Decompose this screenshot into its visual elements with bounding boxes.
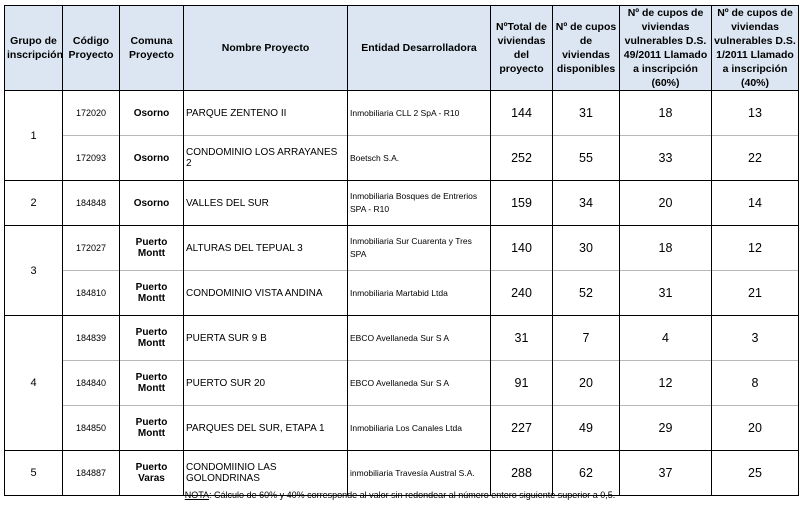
disponibles-cell: 31 — [553, 91, 620, 136]
table-body — [5, 91, 799, 496]
grupo-cell: 3 — [5, 226, 63, 316]
table-row — [5, 136, 799, 181]
disponibles-cell: 7 — [553, 316, 620, 361]
nombre-cell: PUERTA SUR 9 B — [184, 316, 348, 361]
comuna-cell: Osorno — [120, 91, 184, 136]
header-cupos60: Nº de cupos de viviendas vulnerables D.S. 49/2011 Llamado a inscripción (60%) — [620, 6, 712, 91]
codigo-cell: 184850 — [63, 406, 120, 451]
cupos60-cell: 18 — [620, 226, 712, 271]
table-row — [5, 451, 799, 496]
codigo-cell: 184810 — [63, 271, 120, 316]
codigo-cell: 184887 — [63, 451, 120, 496]
header-nombre: Nombre Proyecto — [184, 6, 348, 91]
entidad-cell: EBCO Avellaneda Sur S A — [348, 361, 491, 406]
entidad-cell: Inmobiliaria Bosques de Entrerios SPA - R10 — [348, 181, 491, 226]
total-cell: 227 — [491, 406, 553, 451]
codigo-cell: 184848 — [63, 181, 120, 226]
entidad-cell: Inmobiliaria Sur Cuarenta y Tres SPA — [348, 226, 491, 271]
cupos40-cell: 21 — [712, 271, 799, 316]
disponibles-cell: 30 — [553, 226, 620, 271]
nombre-cell: CONDOMINIO LOS ARRAYANES 2 — [184, 136, 348, 181]
codigo-cell: 172027 — [63, 226, 120, 271]
cupos60-cell: 37 — [620, 451, 712, 496]
grupo-cell: 4 — [5, 316, 63, 451]
disponibles-cell: 52 — [553, 271, 620, 316]
table-row — [5, 361, 799, 406]
disponibles-cell: 20 — [553, 361, 620, 406]
cupos40-cell: 3 — [712, 316, 799, 361]
projects-table — [4, 5, 799, 496]
header-total: NºTotal de viviendas del proyecto — [491, 6, 553, 91]
codigo-cell: 172093 — [63, 136, 120, 181]
comuna-cell: Puerto Varas — [120, 451, 184, 496]
codigo-cell: 184839 — [63, 316, 120, 361]
nombre-cell: ALTURAS DEL TEPUAL 3 — [184, 226, 348, 271]
table-row — [5, 226, 799, 271]
comuna-cell: Osorno — [120, 136, 184, 181]
entidad-cell: Boetsch S.A. — [348, 136, 491, 181]
cupos40-cell: 14 — [712, 181, 799, 226]
grupo-cell: 1 — [5, 91, 63, 181]
total-cell: 240 — [491, 271, 553, 316]
cupos40-cell: 12 — [712, 226, 799, 271]
header-codigo: Código Proyecto — [63, 6, 120, 91]
footnote — [0, 490, 800, 500]
header-grupo: Grupo de inscripción — [5, 6, 63, 91]
cupos40-cell: 13 — [712, 91, 799, 136]
total-cell: 140 — [491, 226, 553, 271]
nombre-cell: VALLES DEL SUR — [184, 181, 348, 226]
cupos60-cell: 33 — [620, 136, 712, 181]
grupo-cell: 2 — [5, 181, 63, 226]
entidad-cell: Inmobiliaria Martabid Ltda — [348, 271, 491, 316]
entidad-cell: inmobiliaria Travesía Austral S.A. — [348, 451, 491, 496]
header-disponibles: Nº de cupos de viviendas disponibles — [553, 6, 620, 91]
header-cupos40: Nº de cupos de viviendas vulnerables D.S. 1/2011 Llamado a inscripción (40%) — [712, 6, 799, 91]
cupos60-cell: 31 — [620, 271, 712, 316]
disponibles-cell: 49 — [553, 406, 620, 451]
footnote-text: : Cálculo de 60% y 40% corresponde al valor sin redondear al número entero siguiente superior a 0,5. — [209, 490, 616, 500]
total-cell: 159 — [491, 181, 553, 226]
cupos60-cell: 4 — [620, 316, 712, 361]
total-cell: 252 — [491, 136, 553, 181]
disponibles-cell: 55 — [553, 136, 620, 181]
comuna-cell: Puerto Montt — [120, 361, 184, 406]
grupo-cell: 5 — [5, 451, 63, 496]
cupos60-cell: 18 — [620, 91, 712, 136]
cupos40-cell: 25 — [712, 451, 799, 496]
table-row — [5, 271, 799, 316]
entidad-cell: EBCO Avellaneda Sur S A — [348, 316, 491, 361]
cupos60-cell: 29 — [620, 406, 712, 451]
nombre-cell: CONDOMINIO VISTA ANDINA — [184, 271, 348, 316]
comuna-cell: Osorno — [120, 181, 184, 226]
nombre-cell: PARQUES DEL SUR, ETAPA 1 — [184, 406, 348, 451]
total-cell: 31 — [491, 316, 553, 361]
cupos60-cell: 12 — [620, 361, 712, 406]
table-row — [5, 316, 799, 361]
entidad-cell: Inmobiliaria CLL 2 SpA - R10 — [348, 91, 491, 136]
nombre-cell: PARQUE ZENTENO II — [184, 91, 348, 136]
cupos40-cell: 22 — [712, 136, 799, 181]
cupos60-cell: 20 — [620, 181, 712, 226]
comuna-cell: Puerto Montt — [120, 271, 184, 316]
total-cell: 288 — [491, 451, 553, 496]
cupos40-cell: 8 — [712, 361, 799, 406]
comuna-cell: Puerto Montt — [120, 406, 184, 451]
cupos40-cell: 20 — [712, 406, 799, 451]
entidad-cell: Inmobiliaria Los Canales Ltda — [348, 406, 491, 451]
header-comuna: Comuna Proyecto — [120, 6, 184, 91]
codigo-cell: 172020 — [63, 91, 120, 136]
table-row — [5, 406, 799, 451]
nombre-cell: CONDOMIINIO LAS GOLONDRINAS — [184, 451, 348, 496]
nombre-cell: PUERTO SUR 20 — [184, 361, 348, 406]
header-row — [5, 6, 799, 91]
total-cell: 144 — [491, 91, 553, 136]
comuna-cell: Puerto Montt — [120, 226, 184, 271]
total-cell: 91 — [491, 361, 553, 406]
disponibles-cell: 62 — [553, 451, 620, 496]
comuna-cell: Puerto Montt — [120, 316, 184, 361]
footnote-label: NOTA — [184, 490, 210, 500]
disponibles-cell: 34 — [553, 181, 620, 226]
header-entidad: Entidad Desarrolladora — [348, 6, 491, 91]
codigo-cell: 184840 — [63, 361, 120, 406]
table-row — [5, 181, 799, 226]
table-row — [5, 91, 799, 136]
